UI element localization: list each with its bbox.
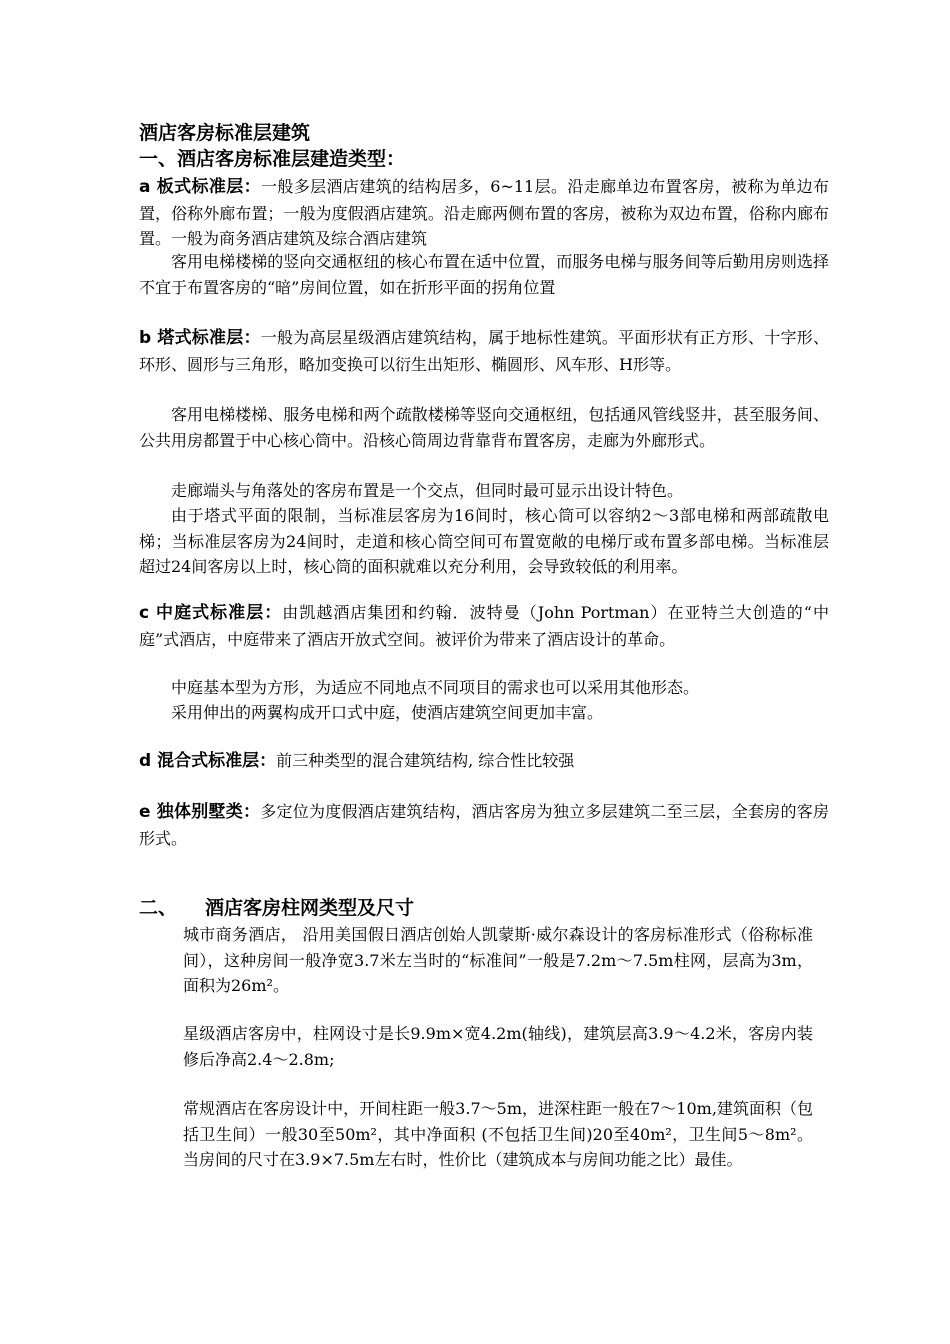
- type-c-label: c 中庭式标准层：: [139, 603, 283, 623]
- type-e-text: 多定位为度假酒店建筑结构，酒店客房为独立多层建筑二至三层，全套房的客房形式。: [139, 802, 829, 848]
- type-e-paragraph: [139, 799, 829, 851]
- type-b-label: b 塔式标准层：: [139, 328, 261, 348]
- type-a-text: 一般多层酒店建筑的结构居多，6~11层。沿走廊单边布置客房，被称为单边布置，俗称外廊布置；一般为度假酒店建筑。沿走廊两侧布置的客房，被称为双边布置，俗称内廊布置。一般为商务酒店建筑及综合酒店建筑: [139, 177, 830, 248]
- type-a-label: a 板式标准层：: [139, 177, 262, 197]
- type-c-text: 由凯越酒店集团和约翰．波特曼（John Portman）在亚特兰大创造的“中庭”式酒店，中庭带来了酒店开放式空间。被评价为带来了酒店设计的革命。: [139, 603, 829, 649]
- type-b-paragraph-4: 由于塔式平面的限制，当标准层客房为16间时，核心筒可以容纳2～3部电梯和两部疏散电梯；当标准层客房为24间时，走道和核心筒空间可布置宽敞的电梯厅或布置多部电梯。当标准层超过24间客房以上时，核心筒的面积就难以充分利用，会导致较低的利用率。: [139, 506, 829, 576]
- type-a-paragraph-2: 客用电梯楼梯的竖向交通枢纽的核心布置在适中位置，而服务电梯与服务间等后勤用房则选择不宜于布置客房的“暗”房间位置，如在折形平面的拐角位置: [139, 252, 829, 297]
- type-b-paragraph-3: 走廊端头与角落处的客房布置是一个交点，但同时最可显示出设计特色。: [171, 481, 684, 500]
- type-d-label: d 混合式标准层：: [139, 751, 277, 771]
- document-title: 酒店客房标准层建筑: [139, 122, 311, 144]
- type-b-text: 一般为高层星级酒店建筑结构，属于地标性建筑。平面形状有正方形、十字形、环形、圆形与三角形，略加变换可以衍生出矩形、椭圆形、风车形、H形等。: [139, 328, 829, 374]
- section2-paragraph-1: 城市商务酒店， 沿用美国假日酒店创始人凯蒙斯·威尔森设计的客房标准形式（俗称标准间），这种房间一般净宽3.7米左当时的“标准间”一般是7.2m～7.5m柱网，层高为3m，面积为26m²。: [183, 925, 813, 995]
- section2-paragraph-3: 常规酒店在客房设计中，开间柱距一般3.7～5m，进深柱距一般在7～10m,建筑面积（包括卫生间）一般30至50m²，其中净面积 (不包括卫生间)20至40m²，卫生间5～8m²。当房间的尺寸在3.9×7.5m左右时，性价比（建筑成本与房间功能之比）最佳。: [183, 1099, 813, 1169]
- section1-heading: 一、酒店客房标准层建造类型：: [139, 148, 406, 170]
- type-c-paragraph: [139, 600, 829, 652]
- type-b-paragraph-2: 客用电梯楼梯、服务电梯和两个疏散楼梯等竖向交通枢纽，包括通风管线竖井，甚至服务间、公共用房都置于中心核心筒中。沿核心筒周边背靠背布置客房，走廊为外廊形式。: [139, 405, 829, 450]
- type-e-label: e 独体别墅类：: [139, 802, 261, 822]
- type-d-text: 前三种类型的混合建筑结构, 综合性比较强: [276, 751, 575, 770]
- type-c-paragraph-2: 中庭基本型为方形，为适应不同地点不同项目的需求也可以采用其他形态。: [171, 678, 700, 697]
- section2-heading: [139, 896, 414, 922]
- section2-paragraph-2: 星级酒店客房中，柱网设寸是长9.9m×宽4.2m(轴线)，建筑层高3.9～4.2米，客房内装修后净高2.4～2.8m;: [183, 1024, 813, 1069]
- type-c-paragraph-3: 采用伸出的两翼构成开口式中庭，使酒店建筑空间更加丰富。: [171, 703, 604, 722]
- type-b-paragraph: [139, 325, 829, 377]
- type-d-paragraph: [139, 748, 829, 775]
- section2-title: 酒店客房柱网类型及尺寸: [205, 897, 415, 919]
- section2-number: 二、: [139, 897, 178, 919]
- type-a-paragraph: [139, 174, 829, 252]
